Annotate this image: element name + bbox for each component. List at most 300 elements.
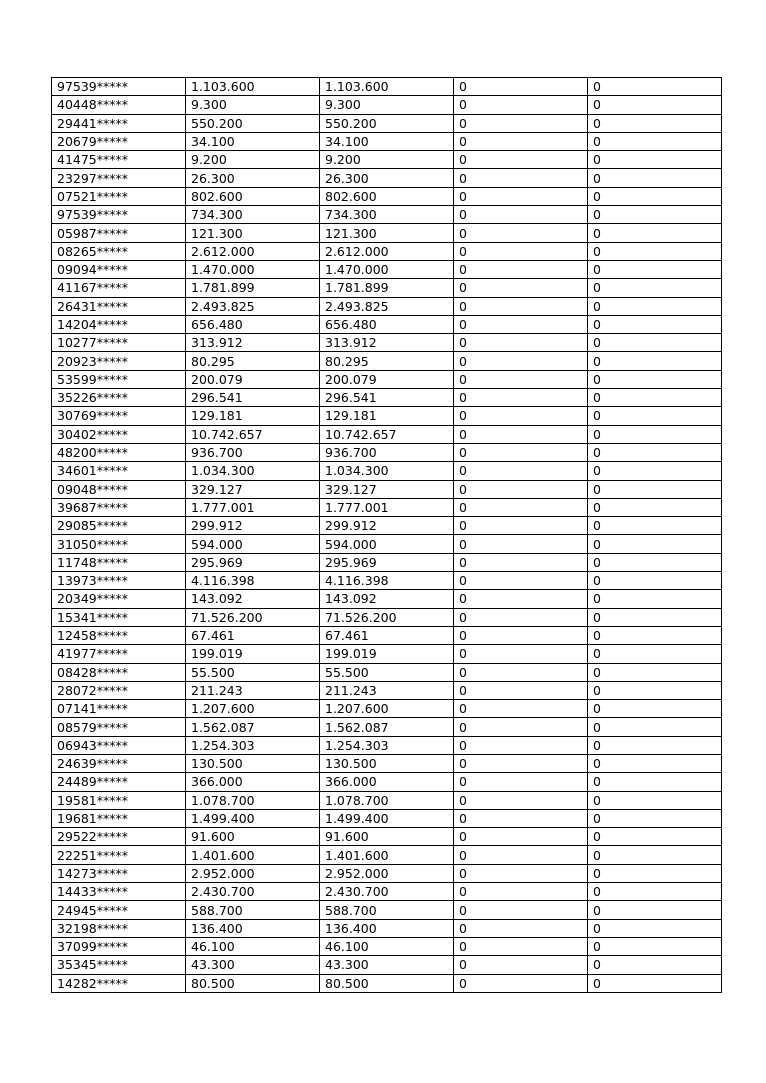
table-row xyxy=(52,498,722,516)
value-cell-2: 0 xyxy=(588,151,722,169)
amount-cell: 4.116.398 xyxy=(186,572,320,590)
value-cell: 0 xyxy=(454,809,588,827)
amount-cell: 1.470.000 xyxy=(186,260,320,278)
id-cell: 40448***** xyxy=(52,96,186,114)
table-row xyxy=(52,151,722,169)
amount-cell-2: 129.181 xyxy=(320,407,454,425)
id-cell: 23297***** xyxy=(52,169,186,187)
data-table xyxy=(51,77,722,993)
amount-cell: 1.034.300 xyxy=(186,462,320,480)
amount-cell-2: 594.000 xyxy=(320,535,454,553)
amount-cell: 1.401.600 xyxy=(186,846,320,864)
amount-cell: 295.969 xyxy=(186,553,320,571)
value-cell-2: 0 xyxy=(588,425,722,443)
table-row xyxy=(52,132,722,150)
table-row xyxy=(52,590,722,608)
table-row xyxy=(52,407,722,425)
value-cell: 0 xyxy=(454,974,588,992)
value-cell-2: 0 xyxy=(588,279,722,297)
table-row xyxy=(52,883,722,901)
value-cell-2: 0 xyxy=(588,700,722,718)
value-cell: 0 xyxy=(454,864,588,882)
amount-cell-2: 200.079 xyxy=(320,370,454,388)
id-cell: 30769***** xyxy=(52,407,186,425)
value-cell-2: 0 xyxy=(588,809,722,827)
value-cell-2: 0 xyxy=(588,553,722,571)
amount-cell: 1.254.303 xyxy=(186,736,320,754)
table-row xyxy=(52,718,722,736)
amount-cell-2: 1.103.600 xyxy=(320,78,454,96)
value-cell-2: 0 xyxy=(588,352,722,370)
amount-cell-2: 299.912 xyxy=(320,517,454,535)
amount-cell: 80.500 xyxy=(186,974,320,992)
table-row xyxy=(52,224,722,242)
table-row xyxy=(52,370,722,388)
amount-cell-2: 2.493.825 xyxy=(320,297,454,315)
table-row xyxy=(52,242,722,260)
amount-cell-2: 313.912 xyxy=(320,334,454,352)
value-cell: 0 xyxy=(454,901,588,919)
value-cell-2: 0 xyxy=(588,681,722,699)
id-cell: 29085***** xyxy=(52,517,186,535)
amount-cell-2: 9.200 xyxy=(320,151,454,169)
amount-cell: 550.200 xyxy=(186,114,320,132)
table-row xyxy=(52,169,722,187)
amount-cell: 43.300 xyxy=(186,956,320,974)
id-cell: 12458***** xyxy=(52,626,186,644)
id-cell: 24945***** xyxy=(52,901,186,919)
amount-cell: 296.541 xyxy=(186,389,320,407)
amount-cell-2: 136.400 xyxy=(320,919,454,937)
value-cell-2: 0 xyxy=(588,462,722,480)
amount-cell: 299.912 xyxy=(186,517,320,535)
table-row xyxy=(52,919,722,937)
value-cell-2: 0 xyxy=(588,370,722,388)
amount-cell: 71.526.200 xyxy=(186,608,320,626)
table-row xyxy=(52,773,722,791)
amount-cell: 594.000 xyxy=(186,535,320,553)
value-cell: 0 xyxy=(454,590,588,608)
value-cell-2: 0 xyxy=(588,663,722,681)
value-cell-2: 0 xyxy=(588,956,722,974)
id-cell: 19681***** xyxy=(52,809,186,827)
value-cell: 0 xyxy=(454,553,588,571)
amount-cell: 80.295 xyxy=(186,352,320,370)
value-cell: 0 xyxy=(454,114,588,132)
table-row xyxy=(52,846,722,864)
value-cell-2: 0 xyxy=(588,883,722,901)
amount-cell-2: 656.480 xyxy=(320,315,454,333)
value-cell-2: 0 xyxy=(588,114,722,132)
amount-cell-2: 1.777.001 xyxy=(320,498,454,516)
amount-cell: 588.700 xyxy=(186,901,320,919)
amount-cell-2: 199.019 xyxy=(320,645,454,663)
id-cell: 35226***** xyxy=(52,389,186,407)
value-cell: 0 xyxy=(454,791,588,809)
id-cell: 14273***** xyxy=(52,864,186,882)
value-cell-2: 0 xyxy=(588,901,722,919)
id-cell: 20349***** xyxy=(52,590,186,608)
id-cell: 97539***** xyxy=(52,206,186,224)
table-row xyxy=(52,901,722,919)
table-row xyxy=(52,425,722,443)
value-cell-2: 0 xyxy=(588,773,722,791)
amount-cell-2: 2.952.000 xyxy=(320,864,454,882)
table-row xyxy=(52,96,722,114)
value-cell: 0 xyxy=(454,206,588,224)
id-cell: 11748***** xyxy=(52,553,186,571)
amount-cell-2: 46.100 xyxy=(320,937,454,955)
id-cell: 20923***** xyxy=(52,352,186,370)
value-cell: 0 xyxy=(454,754,588,772)
amount-cell: 1.499.400 xyxy=(186,809,320,827)
value-cell-2: 0 xyxy=(588,846,722,864)
amount-cell: 1.562.087 xyxy=(186,718,320,736)
value-cell-2: 0 xyxy=(588,78,722,96)
table-row xyxy=(52,754,722,772)
value-cell-2: 0 xyxy=(588,608,722,626)
amount-cell-2: 121.300 xyxy=(320,224,454,242)
value-cell: 0 xyxy=(454,389,588,407)
amount-cell: 366.000 xyxy=(186,773,320,791)
table-row xyxy=(52,389,722,407)
value-cell-2: 0 xyxy=(588,626,722,644)
value-cell-2: 0 xyxy=(588,187,722,205)
value-cell: 0 xyxy=(454,462,588,480)
id-cell: 29441***** xyxy=(52,114,186,132)
value-cell-2: 0 xyxy=(588,132,722,150)
id-cell: 06943***** xyxy=(52,736,186,754)
amount-cell-2: 1.401.600 xyxy=(320,846,454,864)
value-cell: 0 xyxy=(454,956,588,974)
value-cell-2: 0 xyxy=(588,334,722,352)
id-cell: 19581***** xyxy=(52,791,186,809)
value-cell-2: 0 xyxy=(588,590,722,608)
amount-cell-2: 588.700 xyxy=(320,901,454,919)
id-cell: 39687***** xyxy=(52,498,186,516)
table-row xyxy=(52,809,722,827)
amount-cell-2: 26.300 xyxy=(320,169,454,187)
value-cell: 0 xyxy=(454,352,588,370)
table-row xyxy=(52,315,722,333)
amount-cell-2: 1.034.300 xyxy=(320,462,454,480)
value-cell-2: 0 xyxy=(588,260,722,278)
amount-cell: 9.300 xyxy=(186,96,320,114)
amount-cell-2: 67.461 xyxy=(320,626,454,644)
value-cell-2: 0 xyxy=(588,645,722,663)
amount-cell: 936.700 xyxy=(186,443,320,461)
value-cell-2: 0 xyxy=(588,535,722,553)
amount-cell-2: 366.000 xyxy=(320,773,454,791)
amount-cell-2: 211.243 xyxy=(320,681,454,699)
amount-cell-2: 91.600 xyxy=(320,828,454,846)
amount-cell-2: 1.078.700 xyxy=(320,791,454,809)
table-row xyxy=(52,974,722,992)
amount-cell: 67.461 xyxy=(186,626,320,644)
value-cell: 0 xyxy=(454,626,588,644)
amount-cell-2: 296.541 xyxy=(320,389,454,407)
value-cell: 0 xyxy=(454,718,588,736)
id-cell: 34601***** xyxy=(52,462,186,480)
id-cell: 20679***** xyxy=(52,132,186,150)
amount-cell-2: 1.254.303 xyxy=(320,736,454,754)
amount-cell: 26.300 xyxy=(186,169,320,187)
amount-cell: 2.612.000 xyxy=(186,242,320,260)
amount-cell-2: 55.500 xyxy=(320,663,454,681)
value-cell: 0 xyxy=(454,498,588,516)
value-cell: 0 xyxy=(454,96,588,114)
amount-cell-2: 936.700 xyxy=(320,443,454,461)
id-cell: 13973***** xyxy=(52,572,186,590)
value-cell-2: 0 xyxy=(588,791,722,809)
value-cell-2: 0 xyxy=(588,224,722,242)
amount-cell-2: 1.499.400 xyxy=(320,809,454,827)
table-row xyxy=(52,791,722,809)
amount-cell-2: 34.100 xyxy=(320,132,454,150)
amount-cell: 734.300 xyxy=(186,206,320,224)
value-cell: 0 xyxy=(454,370,588,388)
amount-cell: 10.742.657 xyxy=(186,425,320,443)
id-cell: 14204***** xyxy=(52,315,186,333)
table-row xyxy=(52,443,722,461)
value-cell: 0 xyxy=(454,187,588,205)
amount-cell: 9.200 xyxy=(186,151,320,169)
amount-cell-2: 2.612.000 xyxy=(320,242,454,260)
id-cell: 07141***** xyxy=(52,700,186,718)
amount-cell-2: 329.127 xyxy=(320,480,454,498)
value-cell: 0 xyxy=(454,315,588,333)
id-cell: 48200***** xyxy=(52,443,186,461)
table-row xyxy=(52,480,722,498)
value-cell: 0 xyxy=(454,700,588,718)
amount-cell: 121.300 xyxy=(186,224,320,242)
table-row xyxy=(52,828,722,846)
table-row xyxy=(52,78,722,96)
amount-cell-2: 71.526.200 xyxy=(320,608,454,626)
value-cell: 0 xyxy=(454,334,588,352)
amount-cell: 2.430.700 xyxy=(186,883,320,901)
value-cell: 0 xyxy=(454,169,588,187)
value-cell-2: 0 xyxy=(588,443,722,461)
amount-cell: 136.400 xyxy=(186,919,320,937)
amount-cell-2: 1.207.600 xyxy=(320,700,454,718)
value-cell: 0 xyxy=(454,645,588,663)
value-cell: 0 xyxy=(454,663,588,681)
amount-cell-2: 802.600 xyxy=(320,187,454,205)
amount-cell: 1.777.001 xyxy=(186,498,320,516)
value-cell-2: 0 xyxy=(588,974,722,992)
amount-cell: 55.500 xyxy=(186,663,320,681)
id-cell: 28072***** xyxy=(52,681,186,699)
amount-cell-2: 4.116.398 xyxy=(320,572,454,590)
id-cell: 97539***** xyxy=(52,78,186,96)
table-row xyxy=(52,260,722,278)
value-cell: 0 xyxy=(454,736,588,754)
value-cell: 0 xyxy=(454,425,588,443)
table-row xyxy=(52,645,722,663)
amount-cell: 1.207.600 xyxy=(186,700,320,718)
table-row xyxy=(52,681,722,699)
value-cell-2: 0 xyxy=(588,517,722,535)
id-cell: 14433***** xyxy=(52,883,186,901)
amount-cell: 1.103.600 xyxy=(186,78,320,96)
value-cell-2: 0 xyxy=(588,315,722,333)
amount-cell-2: 295.969 xyxy=(320,553,454,571)
table-row xyxy=(52,535,722,553)
value-cell: 0 xyxy=(454,773,588,791)
id-cell: 30402***** xyxy=(52,425,186,443)
value-cell-2: 0 xyxy=(588,96,722,114)
table-row xyxy=(52,114,722,132)
value-cell: 0 xyxy=(454,224,588,242)
value-cell-2: 0 xyxy=(588,718,722,736)
amount-cell: 199.019 xyxy=(186,645,320,663)
amount-cell-2: 1.781.899 xyxy=(320,279,454,297)
table-row xyxy=(52,297,722,315)
table-row xyxy=(52,187,722,205)
value-cell-2: 0 xyxy=(588,242,722,260)
id-cell: 14282***** xyxy=(52,974,186,992)
value-cell: 0 xyxy=(454,572,588,590)
amount-cell: 143.092 xyxy=(186,590,320,608)
value-cell: 0 xyxy=(454,242,588,260)
id-cell: 09094***** xyxy=(52,260,186,278)
id-cell: 05987***** xyxy=(52,224,186,242)
table-row xyxy=(52,553,722,571)
id-cell: 10277***** xyxy=(52,334,186,352)
table-row xyxy=(52,626,722,644)
table-body xyxy=(52,78,722,993)
value-cell: 0 xyxy=(454,608,588,626)
amount-cell: 211.243 xyxy=(186,681,320,699)
amount-cell: 656.480 xyxy=(186,315,320,333)
id-cell: 41977***** xyxy=(52,645,186,663)
amount-cell: 802.600 xyxy=(186,187,320,205)
amount-cell: 2.952.000 xyxy=(186,864,320,882)
value-cell-2: 0 xyxy=(588,480,722,498)
table-row xyxy=(52,352,722,370)
amount-cell: 130.500 xyxy=(186,754,320,772)
id-cell: 09048***** xyxy=(52,480,186,498)
amount-cell: 1.078.700 xyxy=(186,791,320,809)
value-cell-2: 0 xyxy=(588,754,722,772)
id-cell: 07521***** xyxy=(52,187,186,205)
value-cell-2: 0 xyxy=(588,206,722,224)
value-cell-2: 0 xyxy=(588,297,722,315)
amount-cell: 313.912 xyxy=(186,334,320,352)
value-cell: 0 xyxy=(454,681,588,699)
value-cell-2: 0 xyxy=(588,572,722,590)
id-cell: 29522***** xyxy=(52,828,186,846)
amount-cell-2: 80.500 xyxy=(320,974,454,992)
value-cell: 0 xyxy=(454,407,588,425)
table-row xyxy=(52,334,722,352)
amount-cell: 46.100 xyxy=(186,937,320,955)
amount-cell: 329.127 xyxy=(186,480,320,498)
id-cell: 24489***** xyxy=(52,773,186,791)
value-cell: 0 xyxy=(454,279,588,297)
value-cell: 0 xyxy=(454,297,588,315)
table-row xyxy=(52,956,722,974)
amount-cell-2: 550.200 xyxy=(320,114,454,132)
amount-cell: 1.781.899 xyxy=(186,279,320,297)
table-row xyxy=(52,462,722,480)
value-cell: 0 xyxy=(454,78,588,96)
id-cell: 22251***** xyxy=(52,846,186,864)
amount-cell: 200.079 xyxy=(186,370,320,388)
amount-cell-2: 80.295 xyxy=(320,352,454,370)
value-cell: 0 xyxy=(454,480,588,498)
id-cell: 37099***** xyxy=(52,937,186,955)
amount-cell-2: 143.092 xyxy=(320,590,454,608)
table-row xyxy=(52,663,722,681)
amount-cell-2: 734.300 xyxy=(320,206,454,224)
value-cell: 0 xyxy=(454,846,588,864)
value-cell-2: 0 xyxy=(588,736,722,754)
value-cell-2: 0 xyxy=(588,937,722,955)
amount-cell-2: 43.300 xyxy=(320,956,454,974)
value-cell-2: 0 xyxy=(588,407,722,425)
value-cell: 0 xyxy=(454,517,588,535)
amount-cell-2: 2.430.700 xyxy=(320,883,454,901)
value-cell-2: 0 xyxy=(588,498,722,516)
amount-cell-2: 130.500 xyxy=(320,754,454,772)
id-cell: 24639***** xyxy=(52,754,186,772)
table-row xyxy=(52,572,722,590)
id-cell: 08428***** xyxy=(52,663,186,681)
value-cell: 0 xyxy=(454,535,588,553)
amount-cell-2: 10.742.657 xyxy=(320,425,454,443)
amount-cell: 129.181 xyxy=(186,407,320,425)
id-cell: 31050***** xyxy=(52,535,186,553)
amount-cell-2: 1.470.000 xyxy=(320,260,454,278)
table-row xyxy=(52,700,722,718)
value-cell: 0 xyxy=(454,828,588,846)
id-cell: 41167***** xyxy=(52,279,186,297)
value-cell-2: 0 xyxy=(588,169,722,187)
id-cell: 53599***** xyxy=(52,370,186,388)
value-cell-2: 0 xyxy=(588,389,722,407)
table-row xyxy=(52,608,722,626)
table-row xyxy=(52,937,722,955)
id-cell: 08579***** xyxy=(52,718,186,736)
value-cell: 0 xyxy=(454,937,588,955)
table-row xyxy=(52,736,722,754)
id-cell: 26431***** xyxy=(52,297,186,315)
value-cell-2: 0 xyxy=(588,919,722,937)
value-cell: 0 xyxy=(454,151,588,169)
amount-cell: 34.100 xyxy=(186,132,320,150)
table-row xyxy=(52,864,722,882)
amount-cell: 91.600 xyxy=(186,828,320,846)
id-cell: 35345***** xyxy=(52,956,186,974)
table-row xyxy=(52,279,722,297)
value-cell: 0 xyxy=(454,919,588,937)
value-cell: 0 xyxy=(454,883,588,901)
table-row xyxy=(52,206,722,224)
amount-cell-2: 1.562.087 xyxy=(320,718,454,736)
value-cell: 0 xyxy=(454,132,588,150)
id-cell: 08265***** xyxy=(52,242,186,260)
amount-cell-2: 9.300 xyxy=(320,96,454,114)
id-cell: 41475***** xyxy=(52,151,186,169)
amount-cell: 2.493.825 xyxy=(186,297,320,315)
id-cell: 32198***** xyxy=(52,919,186,937)
id-cell: 15341***** xyxy=(52,608,186,626)
table-row xyxy=(52,517,722,535)
value-cell: 0 xyxy=(454,443,588,461)
value-cell-2: 0 xyxy=(588,828,722,846)
